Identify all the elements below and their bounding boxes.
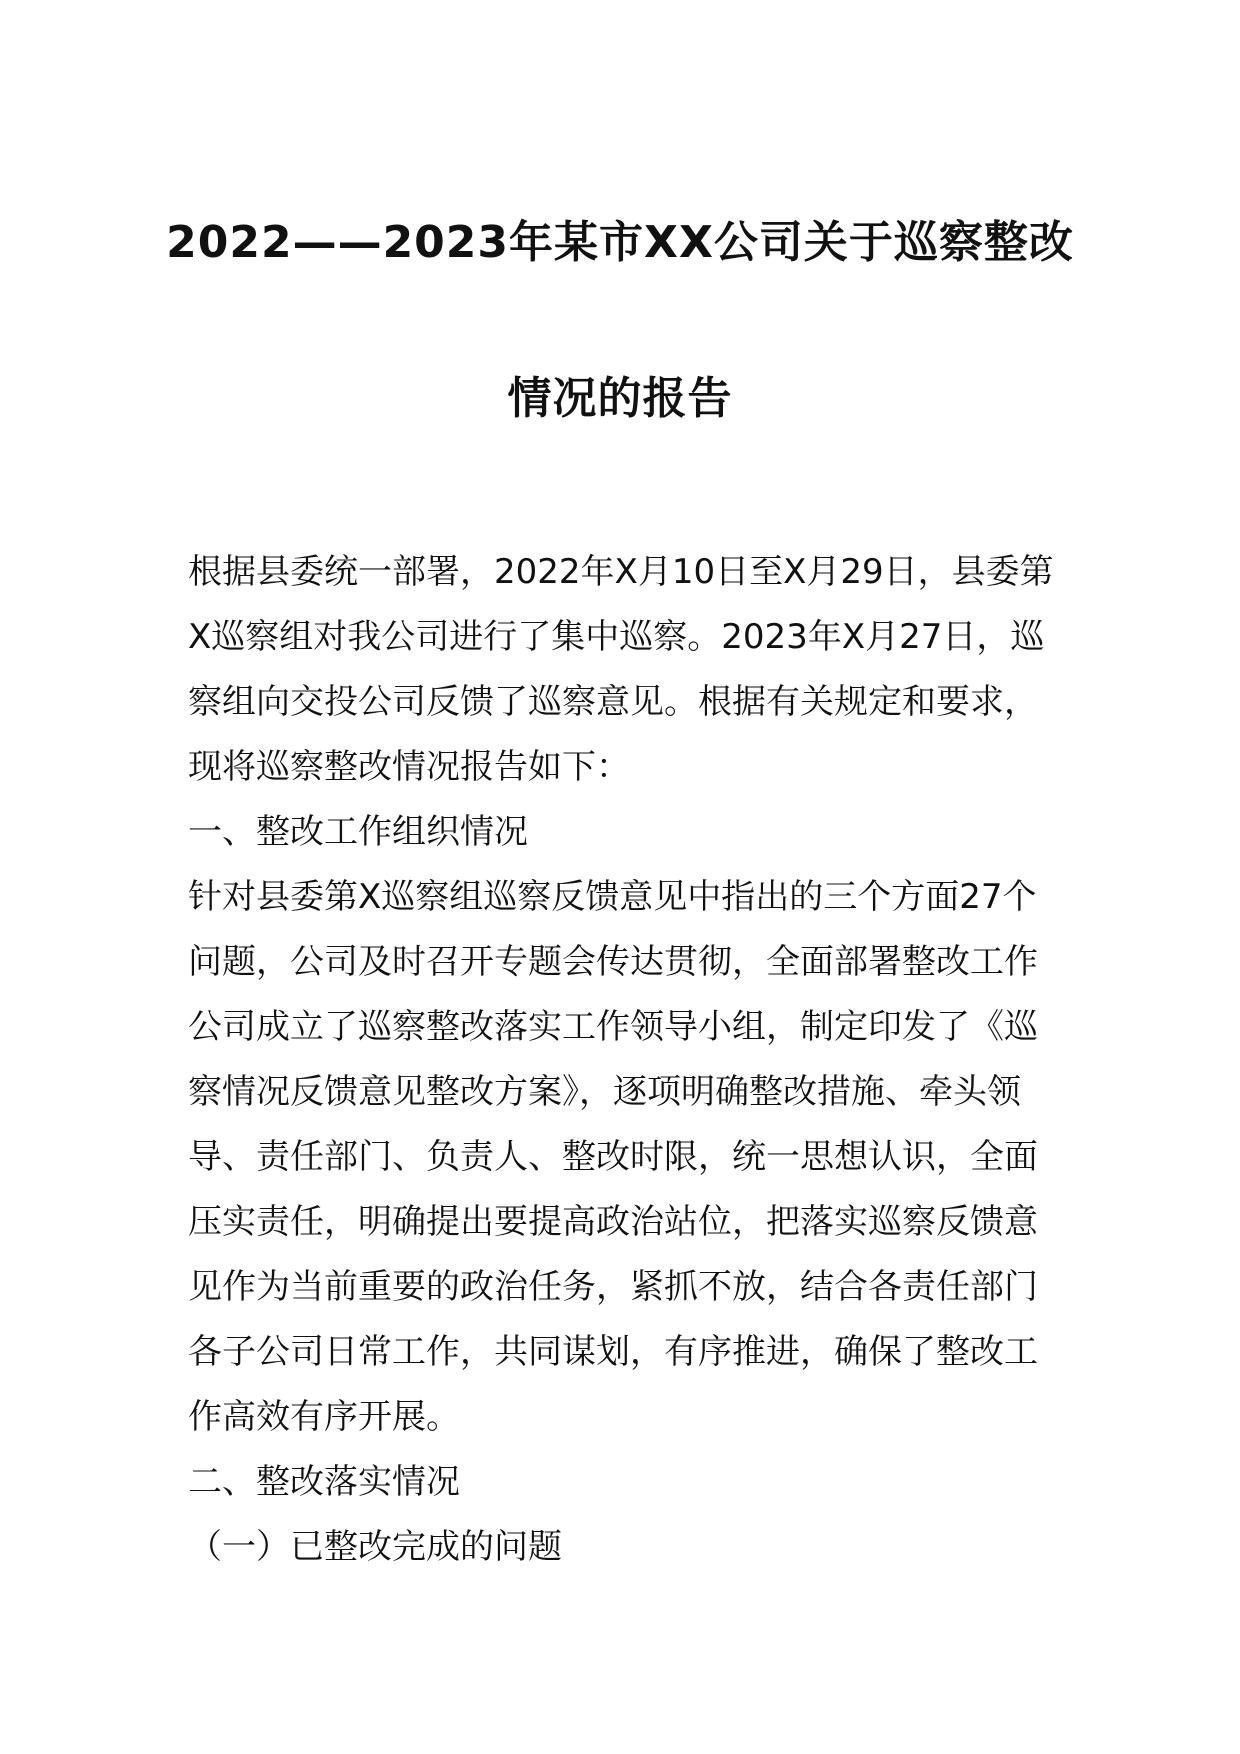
body-line: 察组向交投公司反馈了巡察意见。根据有关规定和要求， <box>188 682 1038 722</box>
body-line: 察情况反馈意见整改方案》，逐项明确整改措施、牵头领 <box>188 1072 1021 1112</box>
section-heading-1: 一、整改工作组织情况 <box>188 812 528 852</box>
document-body <box>188 540 1068 1580</box>
body-line: 导、责任部门、负责人、整改时限，统一思想认识，全面 <box>188 1137 1038 1177</box>
body-line: 见作为当前重要的政治任务，紧抓不放，结合各责任部门 <box>188 1267 1038 1307</box>
body-line: X巡察组对我公司进行了集中巡察。2023年X月27日，巡 <box>188 617 1045 657</box>
subsection-heading: （一）已整改完成的问题 <box>188 1527 562 1567</box>
body-line: 针对县委第X巡察组巡察反馈意见中指出的三个方面27个 <box>188 877 1037 917</box>
document-title-line-2: 情况的报告 <box>507 373 733 424</box>
section-heading-2: 二、整改落实情况 <box>188 1462 460 1502</box>
body-line: 现将巡察整改情况报告如下： <box>188 747 630 787</box>
body-line: 作高效有序开展。 <box>188 1397 460 1437</box>
body-line: 各子公司日常工作，共同谋划，有序推进，确保了整改工 <box>188 1332 1038 1372</box>
document-title-line-1: 2022——2023年某市XX公司关于巡察整改 <box>166 217 1074 268</box>
body-line: 压实责任，明确提出要提高政治站位，把落实巡察反馈意 <box>188 1202 1038 1242</box>
body-line: 公司成立了巡察整改落实工作领导小组，制定印发了《巡 <box>188 1007 1038 1047</box>
body-line: 根据县委统一部署，2022年X月10日至X月29日，县委第 <box>188 552 1054 592</box>
body-line: 问题，公司及时召开专题会传达贯彻，全面部署整改工作 <box>188 942 1038 982</box>
